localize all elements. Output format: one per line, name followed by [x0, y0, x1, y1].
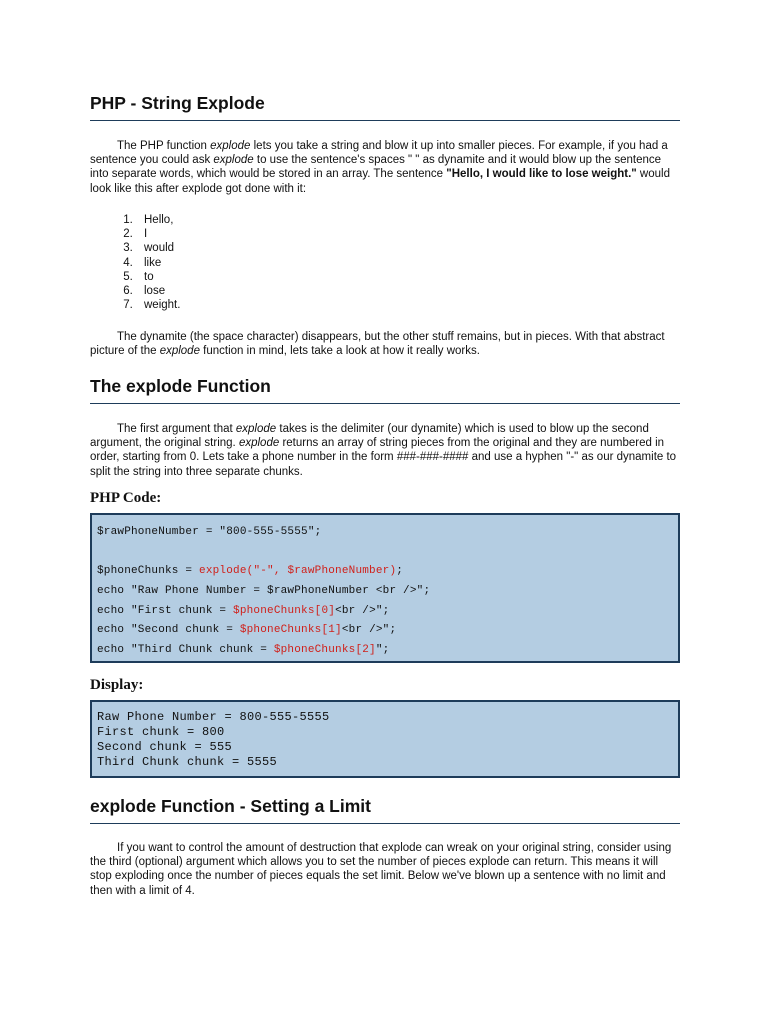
code-line: echo "Raw Phone Number = $rawPhoneNumber <br />"; — [97, 585, 431, 598]
list-item: 5. to — [136, 270, 180, 284]
list-item: 4. like — [136, 256, 180, 270]
limit-paragraph: If you want to control the amount of destruction that explode can wreak on your original string, consider using the third (optional) argument which allows you to set the number of pieces explode can return. This means it will stop exploding once the number of pieces equals the set limit. Below we've blown up a sentence with no limit and then with a limit of 4. — [90, 842, 672, 897]
code-text: $phoneChunks = — [97, 565, 200, 578]
php-code-label: PHP Code: — [90, 490, 162, 506]
code-text: <br />"; — [341, 624, 397, 637]
function-name-explode: explode — [213, 154, 254, 167]
dynamite-paragraph — [90, 330, 680, 358]
code-line — [97, 621, 678, 641]
output-line: Second chunk = 555 — [97, 740, 233, 754]
list-item: 7. weight. — [136, 298, 180, 312]
function-name-explode: explode — [238, 437, 280, 450]
list-item: 1. Hello, — [136, 213, 180, 227]
text-run: The first argument that — [117, 423, 236, 435]
output-line: Raw Phone Number = 800-555-5555 — [97, 710, 330, 724]
heading-php-string-explode: PHP - String Explode — [90, 93, 680, 121]
text-run: would look like this after explode got done with it: — [90, 168, 670, 195]
example-sentence: "Hello, I would like to lose weight." — [446, 168, 637, 181]
code-highlight: $phoneChunks[2] — [273, 644, 376, 657]
code-highlight: $phoneChunks[0] — [233, 604, 336, 617]
code-blank-line — [97, 543, 678, 563]
list-item: 6. lose — [136, 284, 180, 298]
heading-setting-a-limit: explode Function - Setting a Limit — [90, 796, 680, 824]
code-highlight: explode("-", $rawPhoneNumber) — [199, 565, 397, 578]
text-run: The PHP function — [117, 140, 211, 152]
code-text: echo "First chunk = — [97, 604, 234, 617]
code-line — [97, 562, 678, 582]
code-text: echo "Third Chunk chunk = — [97, 644, 274, 657]
display-label: Display: — [90, 677, 144, 693]
function-name-explode: explode — [159, 345, 200, 358]
intro-paragraph — [90, 139, 680, 196]
code-line — [97, 602, 678, 622]
explode-function-paragraph — [90, 422, 680, 479]
text-run: function in mind, lets take a look at how it really works. — [199, 345, 480, 358]
text-run: takes is the delimiter (our dynamite) which is used to blow up the second argument, the original string. — [90, 423, 649, 450]
function-name-explode: explode — [210, 140, 251, 152]
code-text: ; — [396, 565, 404, 578]
list-item: 2. I — [136, 227, 180, 241]
output-line: First chunk = 800 — [97, 725, 225, 739]
code-text: "; — [375, 644, 390, 657]
code-line — [97, 641, 678, 661]
code-text: <br />"; — [335, 604, 390, 617]
section-php-string-explode — [90, 93, 680, 121]
display-output-block — [90, 700, 680, 778]
text-run: to use the sentence's spaces " " as dynamite and it would blow up the sentence into separate words, which would be stored in an array. The sentence — [90, 154, 662, 181]
section-explode-function — [90, 376, 680, 404]
function-name-explode: explode — [235, 423, 277, 435]
output-line: Third Chunk chunk = 5555 — [97, 755, 278, 769]
text-run: The dynamite (the space character) disappears, but the other stuff remains, but in pieces. With that abstract picture of the — [90, 331, 665, 358]
code-text: echo "Second chunk = — [97, 624, 240, 637]
exploded-words-list — [90, 213, 180, 312]
code-highlight: $phoneChunks[1] — [239, 624, 342, 637]
php-code-block — [90, 513, 680, 663]
text-run: lets you take a string and blow it up into smaller pieces. For example, if you had a sentence you could ask — [90, 140, 668, 167]
text-run: returns an array of string pieces from the original and they are numbered in order, starting from 0. Lets take a phone number in the form ###-###-#### and use a hyphen "-" as our dynamite to split the string into three separate chunks. — [90, 437, 677, 478]
code-line: $rawPhoneNumber = "800-555-5555"; — [97, 526, 322, 538]
heading-explode-function: The explode Function — [90, 376, 680, 404]
section-setting-a-limit — [90, 796, 680, 824]
list-item: 3. would — [136, 241, 180, 255]
